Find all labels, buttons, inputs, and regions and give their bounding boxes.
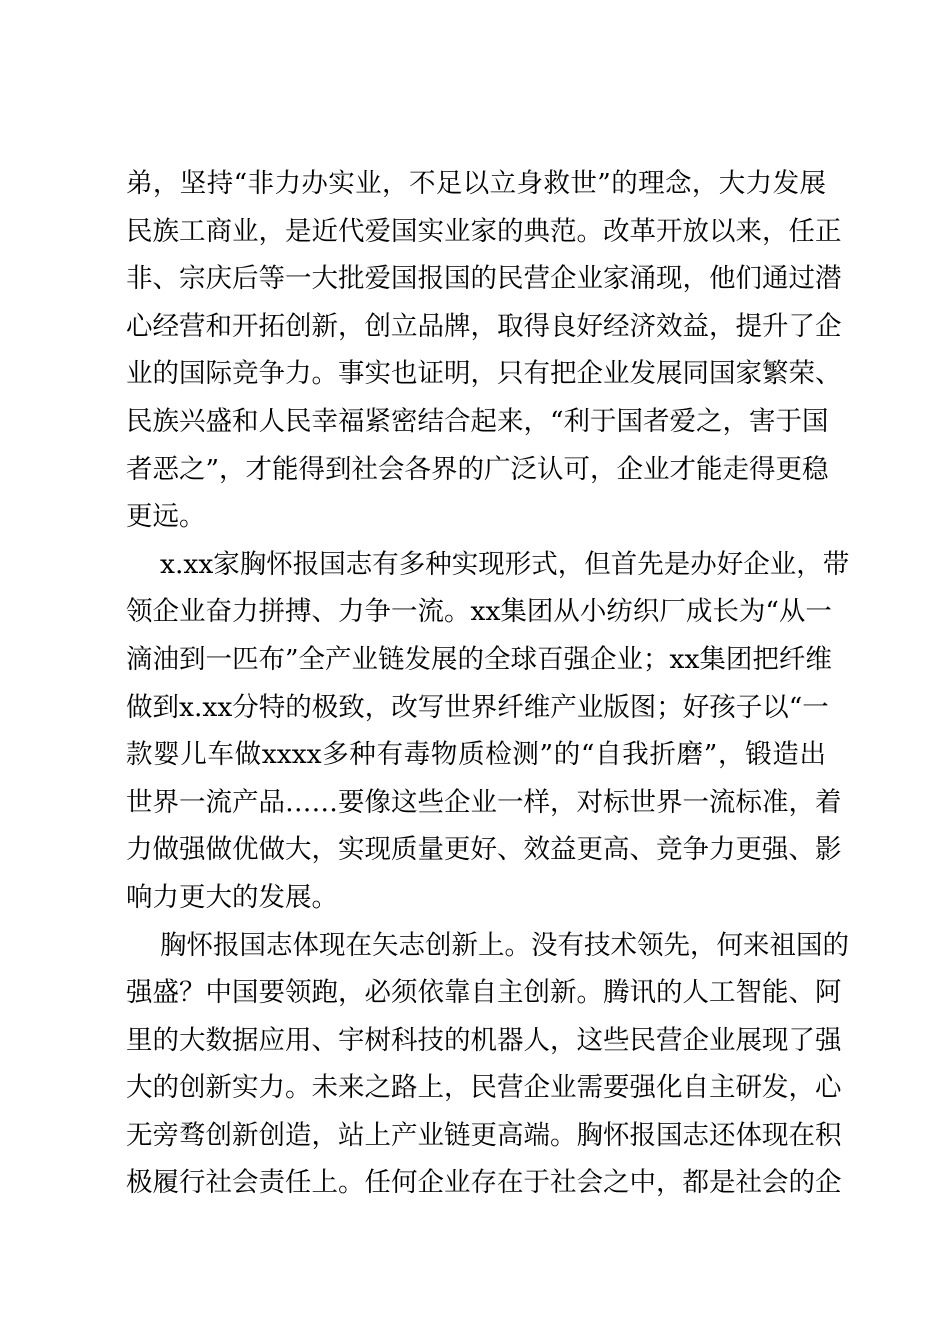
text-line: 世界一流产品……要像这些企业一样，对标世界一流标准，着 xyxy=(126,786,842,818)
text-line: 民族工商业，是近代爱国实业家的典范。改革开放以来，任正 xyxy=(126,215,842,247)
text-line: 者恶之”，才能得到社会各界的广泛认可，企业才能走得更稳 xyxy=(126,453,829,485)
text-line: 大的创新实力。未来之路上，民营企业需要强化自主研发，心 xyxy=(126,1072,842,1104)
text-line: 款婴儿车做xxxx多种有毒物质检测”的“自我折磨”，锻造出 xyxy=(126,739,826,771)
text-line: 更远。 xyxy=(126,501,206,533)
paragraph-1 xyxy=(126,160,842,541)
paragraph-3 xyxy=(126,922,849,1208)
text-line: 业的国际竞争力。事实也证明，只有把企业发展同国家繁荣、 xyxy=(126,358,842,390)
document-body xyxy=(126,160,850,1207)
text-line: 强盛？中国要领跑，必须依靠自主创新。腾讯的人工智能、阿 xyxy=(126,977,842,1009)
text-line: 非、宗庆后等一大批爱国报国的民营企业家涌现，他们通过潜 xyxy=(126,263,842,295)
text-line: 里的大数据应用、宇树科技的机器人，这些民营企业展现了强 xyxy=(126,1024,842,1056)
text-line: 无旁骛创新创造，站上产业链更高端。胸怀报国志还体现在积 xyxy=(126,1119,842,1151)
text-line: 极履行社会责任上。任何企业存在于社会之中，都是社会的企 xyxy=(126,1167,842,1199)
text-line: 胸怀报国志体现在矢志创新上。没有技术领先，何来祖国的 xyxy=(160,929,849,961)
text-line: 做到x.xx分特的极致，改写世界纤维产业版图；好孩子以“一 xyxy=(126,691,829,723)
paragraph-2 xyxy=(126,541,850,922)
text-line: 弟，坚持“非力办实业，不足以立身救世”的理念，大力发展 xyxy=(126,168,826,199)
text-line: 心经营和开拓创新，创立品牌，取得良好经济效益，提升了企 xyxy=(126,310,842,342)
text-line: x.xx家胸怀报国志有多种实现形式，但首先是办好企业，带 xyxy=(160,548,850,580)
text-line: 响力更大的发展。 xyxy=(126,881,338,913)
text-line: 滴油到一匹布”全产业链发展的全球百强企业；xx集团把纤维 xyxy=(126,643,832,675)
text-line: 民族兴盛和人民幸福紧密结合起来，“利于国者爱之，害于国 xyxy=(126,405,829,437)
text-line: 力做强做优做大，实现质量更好、效益更高、竞争力更强、影 xyxy=(126,834,842,866)
text-line: 领企业奋力拼搏、力争一流。xx集团从小纺织厂成长为“从一 xyxy=(126,596,832,628)
